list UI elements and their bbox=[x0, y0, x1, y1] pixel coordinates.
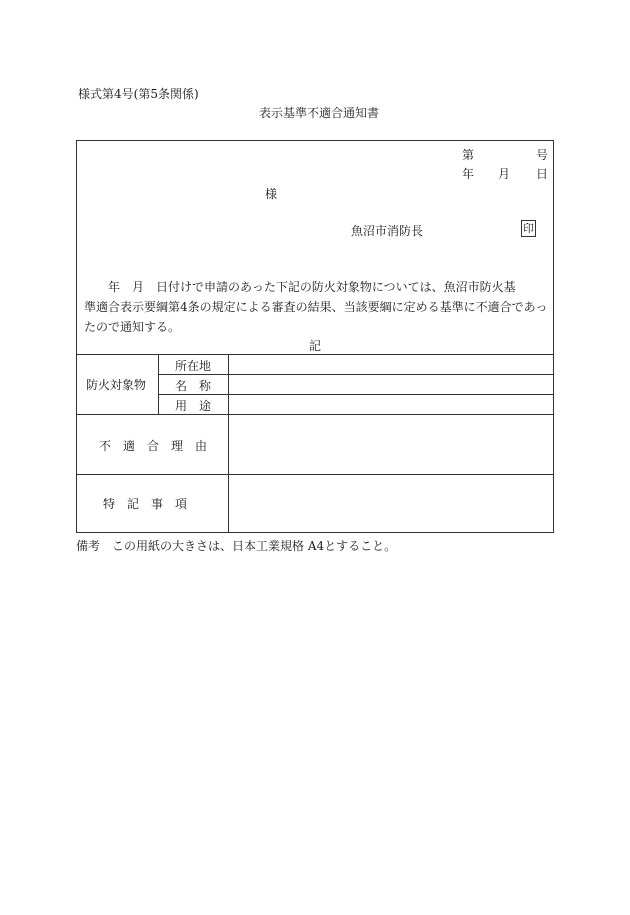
number-prefix: 第 bbox=[462, 148, 475, 162]
body-line-2: 準適合表示要綱第4条の規定による審査の結果、当該要綱に定める基準に不適合であっ bbox=[84, 300, 548, 314]
table-top-line bbox=[76, 354, 554, 355]
document-title: 表示基準不適合通知書 bbox=[259, 106, 380, 120]
body-line-1: 年 月 日付けで申請のあった下記の防火対象物については、魚沼市防火基 bbox=[84, 280, 516, 294]
addressee-suffix: 様 bbox=[265, 187, 278, 201]
form-number: 様式第4号(第5条関係) bbox=[78, 87, 199, 101]
label-use: 用 途 bbox=[175, 399, 212, 413]
label-special: 特 記 事 項 bbox=[103, 497, 188, 511]
label-location: 所在地 bbox=[175, 359, 212, 373]
date-day: 日 bbox=[536, 167, 549, 181]
section-divider-2 bbox=[76, 474, 554, 475]
section-divider-1 bbox=[76, 414, 554, 415]
number-suffix: 号 bbox=[536, 148, 549, 162]
seal-mark: 印 bbox=[523, 222, 534, 235]
footer-note: 備考 この用紙の大きさは、日本工業規格 A4とすること。 bbox=[76, 539, 397, 553]
group-label: 防火対象物 bbox=[86, 378, 147, 392]
issuer-name: 魚沼市消防長 bbox=[351, 224, 424, 238]
row-divider-2 bbox=[158, 394, 554, 395]
label-column-line bbox=[228, 354, 229, 533]
date-year: 年 bbox=[462, 167, 475, 181]
date-month: 月 bbox=[498, 167, 511, 181]
row-divider-1 bbox=[158, 374, 554, 375]
label-name: 名 称 bbox=[175, 379, 212, 393]
body-line-3: たので通知する。 bbox=[84, 320, 181, 334]
label-reason: 不 適 合 理 由 bbox=[99, 439, 208, 453]
ki-heading: 記 bbox=[309, 339, 322, 353]
group-column-line bbox=[158, 354, 159, 414]
